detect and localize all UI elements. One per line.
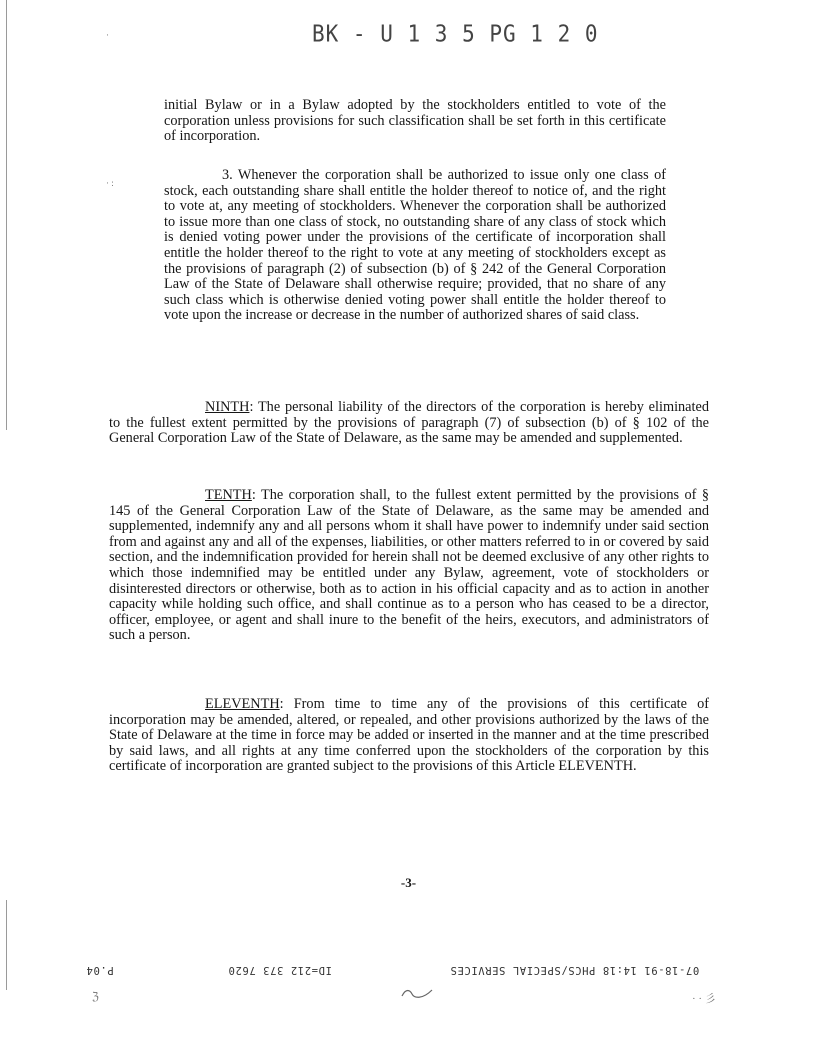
article-ninth-text: : The personal liability of the directors of the corporation is hereby eliminated to the fullest extent permitted by the provisions of paragraph (7) of subsection (b) of § 102 of the General Corporation Law of the State of Delaware, as the same may be amended and supplemented. [109, 399, 709, 447]
article-ninth [109, 400, 709, 447]
clause-3-paragraph: 3. Whenever the corporation shall be authorized to issue only one class of stock, each outstanding share shall entitle the holder thereof to notice of, and the right to vote at, any meeting of stockholders. Whenever the corporation shall be authorized to issue more than one class of stock, no outstanding share of any class of stock which is denied voting power under the provisions of the certificate of incorporation shall entitle the holder thereof to the right to vote at any meeting of stockholders except as the provisions of paragraph (2) of subsection (b) of § 242 of the General Corporation Law of the State of Delaware shall otherwise require; provided, that no share of any such class which is otherwise denied voting power shall entitle the holder thereof to vote upon the increase or decrease in the number of authorized shares of said class. [164, 167, 666, 324]
scan-speck: ℨ [92, 991, 99, 1003]
fax-header-id: ID=212 373 7620 [228, 964, 332, 976]
article-eleventh-heading: ELEVENTH [205, 696, 280, 712]
scan-speck: · · 彡 [692, 993, 716, 1005]
scan-edge-line [6, 900, 7, 990]
article-tenth [109, 488, 709, 644]
scan-speck: · [106, 30, 109, 40]
article-tenth-text: : The corporation shall, to the fullest extent permitted by the provisions of § 145 of the General Corporation Law of the State of Delaware, as the same may be amended and supplemented, indemnify any and all persons whom it shall have power to indemnify under said section from and against any and all of the expenses, liabilities, or other matters referred to in or covered by said section, and the indemnification provided for herein shall not be deemed exclusive of any other rights to which those indemnified may be entitled under any Bylaw, agreement, vote of stockholders or disinterested directors or otherwise, both as to action in his official capacity and as to action in another capacity while holding such office, and shall continue as to a person who has ceased to be a director, officer, employee, or agent and shall inure to the benefit of the heirs, executors, and administrators of such a person. [109, 487, 709, 644]
article-eleventh [109, 697, 709, 775]
scan-edge-line [6, 0, 7, 430]
scan-speck: · : [106, 178, 114, 188]
article-ninth-heading: NINTH [205, 399, 250, 415]
article-eleventh-text: : From time to time any of the provisions of this certificate of incorporation may be amended, altered, or repealed, and other provisions authorized by the laws of the State of Delaware at the time in force may be added or inserted in the manner and at the time prescribed by said laws, and all rights at any time conferred upon the stockholders of the corporation by this certificate of incorporation are granted subject to the provisions of this Article ELEVENTH. [109, 696, 709, 775]
article-tenth-heading: TENTH [205, 487, 252, 503]
page-number: -3- [400, 875, 417, 890]
handwritten-mark [398, 984, 438, 1002]
continuation-paragraph: initial Bylaw or in a Bylaw adopted by the stockholders entitled to vote of the corporation unless provisions for such classification shall be set forth in this certificate of incorporation. [164, 97, 666, 145]
book-page-stamp: BK - U 1 3 5 PG 1 2 0 [312, 20, 599, 48]
fax-header-date-sender: 07-18-91 14:18 PHCS/SPECIAL SERVICES [450, 964, 700, 976]
fax-header-page: P.04 [86, 964, 114, 976]
